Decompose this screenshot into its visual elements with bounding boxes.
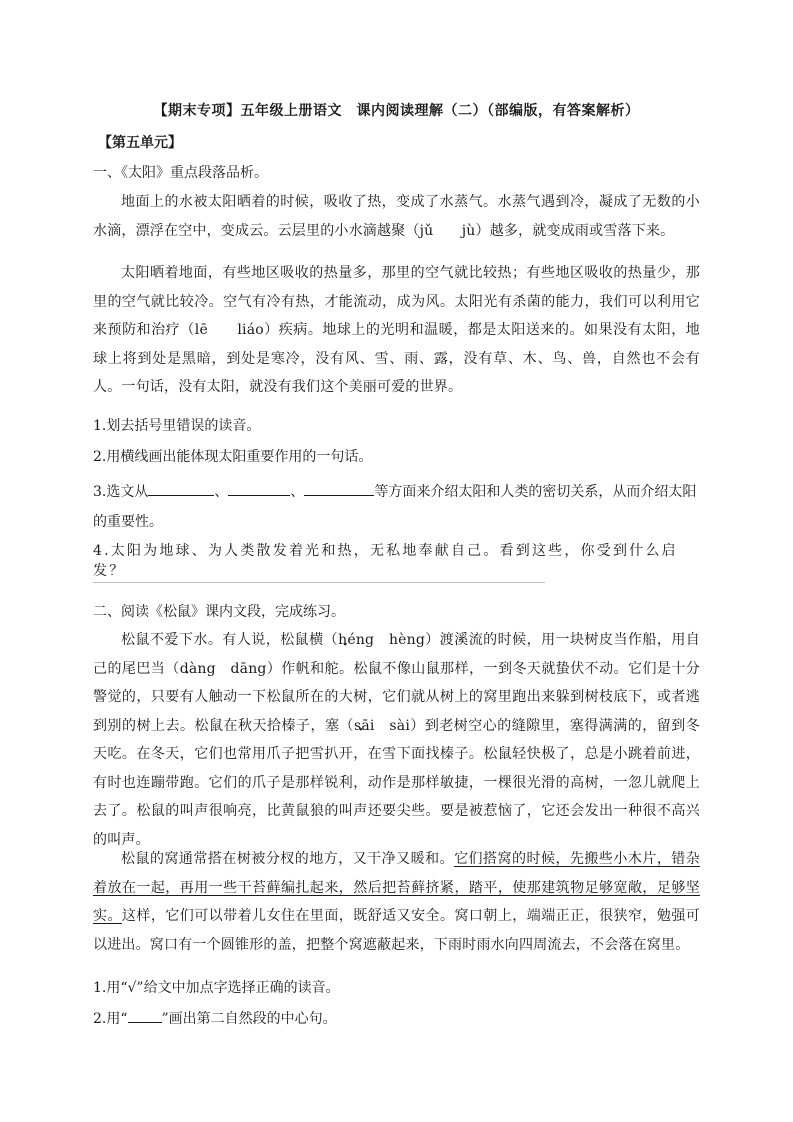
answer-blank-1[interactable] (148, 481, 214, 496)
section-1-paragraph-2: 太阳晒着地面，有些地区吸收的热量多，那里的空气就比较热；有些地区吸收的热量少，那里的空气就比较冷。空气有冷有热，才能流动，成为风。太阳光有杀菌的能力，我们可以利用它来预防和治疗（lē liáo）疾病。地球上的光明和温暖，都是太阳送来的。如果没有太阳，地球上将到处是黑暗，到处是寒冷，没有风、雪、雨、露，没有草、木、鸟、兽，自然也不会有人。一句话，没有太阳，就没有我们这个美丽可爱的世界。 (93, 265, 700, 395)
underlined-central-sentence: 它们搭窝的时候，先搬些小木片，错杂着放在一起，再用一些干苔藓编扎起来，然后把苔藓挤紧，踏平，使那建筑物足够宽敞，足够坚实。 (93, 851, 700, 924)
dotted-char-sai: 塞 · (325, 718, 340, 734)
q3-sep-2: 、 (290, 484, 305, 500)
section-2-paragraph-1: 松鼠不爱下水。有人说，松鼠横 ·（héng hèng）渡溪流的时候，用一块树皮当作船，用自己的尾巴当 ·（dàng dāng）作帆和舵。松鼠不像山鼠那样，一到冬天就蛰伏不动。它们是十分警觉的，只要有人触动一下松鼠所在的大树，它们就从树上的窝里跑出来躲到树枝底下，或者逃到别的树上去。松鼠在秋天拾榛子，塞 ·（sāi sài）到老树空心的缝隙里，塞得满满的，留到冬天吃。在冬天，它们也常用爪子把雪扒开，在雪下面找榛子。松鼠轻快极了，总是小跳着前进，有时也连蹦带跑。它们的爪子是那样锐利，动作是那样敏捷，一棵很光滑的高树，一忽儿就爬上去了。松鼠的叫声很响亮，比黄鼠狼的叫声还要尖些。要是被惹恼了，它还会发出一种很不高兴的叫声。 (93, 626, 700, 854)
section-2-paragraph-2: 松鼠的窝通常搭在树被分杈的地方，又干净又暖和。它们搭窝的时候，先搬些小木片，错杂着放在一起，再用一些干苔藓编扎起来，然后把苔藓挤紧，踏平，使那建筑物足够宽敞，足够坚实。这样，它们可以带着儿女住在里面，既舒适又安全。窝口朝上，端端正正，很狭窄，勉强可以进出。窝口有一个圆锥形的盖，把整个窝遮蔽起来，下雨时雨水向四周流去，不会落在窝里。 (93, 851, 700, 953)
q3-sep-1: 、 (214, 484, 229, 500)
section-2-question-1: 1.用“√”给文中加点字选择正确的读音。 (93, 980, 340, 996)
section-2-heading: 二、阅读《松鼠》课内文段，完成练习。 (93, 604, 345, 620)
section-1-question-1: 1.划去括号里错误的读音。 (93, 418, 261, 434)
unit-heading: 【第五单元】 (98, 135, 182, 151)
q3-text-middle: 等方面来介绍太阳和人类的密切关系，从而介绍太阳 (374, 484, 697, 500)
dotted-char-dang: 当 · (151, 661, 165, 677)
answer-blank-3[interactable] (304, 481, 374, 496)
q3-text-start: 3.选文从 (93, 484, 149, 500)
section-1-heading: 一、《太阳》重点段落品析。 (93, 165, 268, 181)
page-title: 【期末专项】五年级上册语文 课内阅读理解（二）（部编版，有答案解析） (153, 103, 640, 119)
section-1-question-2: 2.用横线画出能体现太阳重要作用的一句话。 (93, 449, 373, 465)
q3-text-end: 的重要性。 (93, 514, 163, 530)
section-1-paragraph-1: 地面上的水被太阳晒着的时候，吸收了热，变成了水蒸气。水蒸气遇到冷，凝成了无数的小水滴，漂浮在空中，变成云。云层里的小水滴越聚（jǔ jù）越多，就变成雨或雪落下来。 (93, 194, 700, 239)
section-1-question-3 (93, 477, 700, 537)
section-2-question-2: 2.用“ ”画出第二自然段的中心句。 (93, 1008, 700, 1028)
answer-line[interactable] (93, 582, 545, 583)
section-1-question-4: 4.太阳为地球、为人类散发着光和热，无私地奉献自己。看到这些，你受到什么启发？ (93, 543, 678, 579)
dotted-char-heng: 横 · (309, 632, 323, 648)
underline-sample (128, 1008, 162, 1023)
answer-blank-2[interactable] (228, 481, 290, 496)
